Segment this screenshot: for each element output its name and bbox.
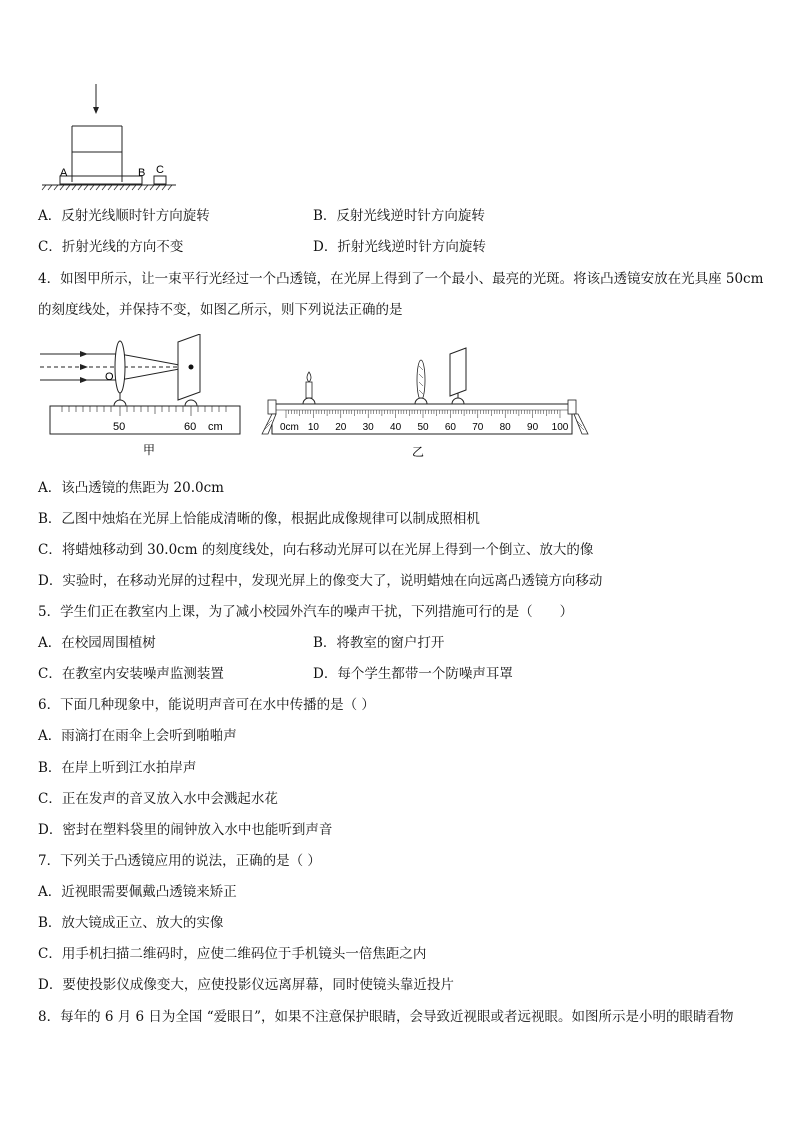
- ruler-tick-label: 60: [444, 422, 456, 433]
- q5-option-c: C．在教室内安装噪声监测装置: [38, 666, 224, 682]
- q7-option-d: D．要使投影仪成像变大，应使投影仪远离屏幕，同时使镜头靠近投片: [38, 977, 454, 993]
- ruler-tick-label: 10: [307, 422, 319, 433]
- q8-stem: 8．每年的 6 月 6 日为全国 “爱眼日”，如果不注意保护眼睛，会导致近视眼或者远视眼。如图所示是小明的眼睛看物: [38, 1009, 734, 1025]
- tick-60: 60: [184, 421, 197, 433]
- label-c: C: [156, 164, 164, 176]
- q6-option-d: D．密封在塑料袋里的闹钟放入水中也能听到声音: [38, 822, 333, 838]
- unit-cm: cm: [208, 421, 223, 433]
- q3-option-d: D．折射光线逆时针方向旋转: [313, 239, 486, 255]
- caption-jia: 甲: [143, 443, 156, 457]
- q3-option-a: A．反射光线顺时针方向旋转: [38, 208, 210, 224]
- caption-yi: 乙: [412, 445, 425, 459]
- ruler-tick-label: 0cm: [280, 422, 299, 433]
- ruler-tick-label: 70: [472, 422, 484, 433]
- q4-stem-line2: 的刻度线处，并保持不变，如图乙所示，则下列说法正确的是: [38, 302, 403, 318]
- q5-stem: 5．学生们正在教室内上课，为了减小校园外汽车的噪声干扰，下列措施可行的是（ ）: [38, 604, 574, 620]
- q5-option-d: D．每个学生都带一个防噪声耳罩: [313, 666, 513, 682]
- q4-stem-line1: 4．如图甲所示，让一束平行光经过一个凸透镜，在光屏上得到了一个最小、最亮的光斑。将该凸透镜安放在光具座 50cm: [38, 271, 764, 287]
- label-a: A: [60, 167, 68, 179]
- q7-option-b: B．放大镜成正立、放大的实像: [38, 915, 224, 931]
- q6-option-a: A．雨滴打在雨伞上会听到啪啪声: [38, 728, 237, 744]
- container-figure: [40, 82, 180, 192]
- q4-option-d: D．实验时，在移动光屏的过程中，发现光屏上的像变大了，说明蜡烛在向远离凸透镜方向移动: [38, 573, 603, 589]
- q6-stem: 6．下面几种现象中，能说明声音可在水中传播的是（ ）: [38, 697, 375, 713]
- ruler-tick-label: 40: [390, 422, 402, 433]
- q3-option-b: B．反射光线逆时针方向旋转: [313, 208, 485, 224]
- q5-option-b: B．将教室的窗户打开: [313, 635, 445, 651]
- ruler-tick-label: 90: [527, 422, 539, 433]
- q4-option-a: A．该凸透镜的焦距为 20.0cm: [38, 480, 224, 496]
- tick-50: 50: [113, 421, 126, 433]
- ruler-tick-label: 80: [499, 422, 511, 433]
- ruler-tick-label: 20: [335, 422, 347, 433]
- q7-stem: 7．下列关于凸透镜应用的说法，正确的是（ ）: [38, 853, 321, 869]
- candle-flame-icon: [307, 372, 311, 382]
- ruler-tick-label: 50: [417, 422, 429, 433]
- q4-option-b: B．乙图中烛焰在光屏上恰能成清晰的像，根据此成像规律可以制成照相机: [38, 511, 480, 527]
- q7-option-c: C．用手机扫描二维码时，应使二维码位于手机镜头一倍焦距之内: [38, 946, 427, 962]
- q6-option-c: C．正在发声的音叉放入水中会溅起水花: [38, 791, 278, 807]
- focus-label: O: [105, 371, 114, 383]
- figure-jia: [40, 334, 250, 460]
- q3-option-c: C．折射光线的方向不变: [38, 239, 184, 255]
- q7-option-a: A．近视眼需要佩戴凸透镜来矫正: [38, 884, 237, 900]
- q4-option-c: C．将蜡烛移动到 30.0cm 的刻度线处，向右移动光屏可以在光屏上得到一个倒立、放大的像: [38, 542, 594, 558]
- q6-option-b: B．在岸上听到江水拍岸声: [38, 760, 197, 776]
- ruler-tick-label: 100: [551, 422, 569, 433]
- label-b: B: [138, 167, 146, 179]
- q5-option-a: A．在校园周围植树: [38, 635, 156, 651]
- ruler-tick-label: 30: [362, 422, 374, 433]
- figure-yi: [256, 340, 590, 462]
